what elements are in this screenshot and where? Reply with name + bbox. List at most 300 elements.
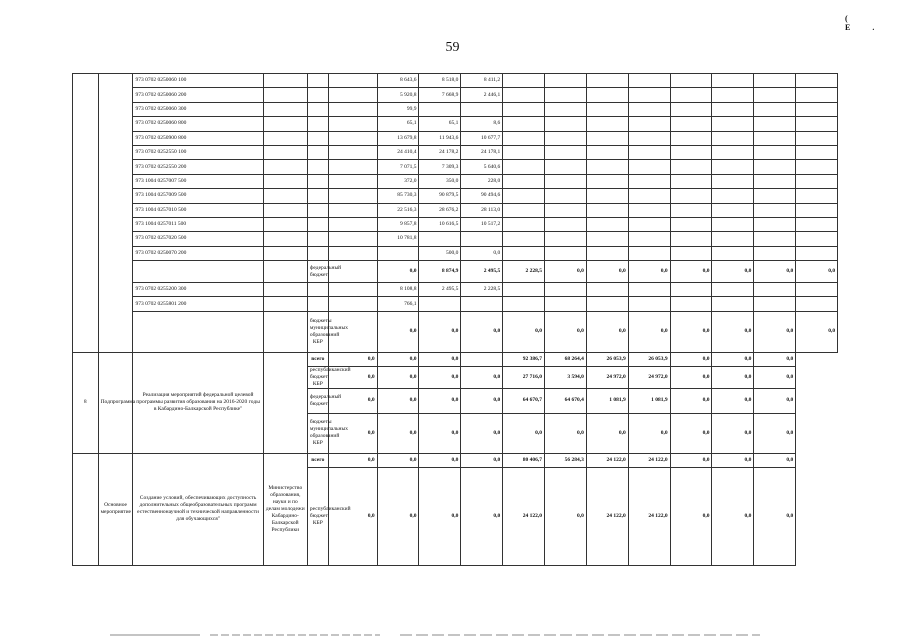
table-cell [545, 174, 587, 188]
table-cell [307, 102, 328, 116]
value-cell [419, 102, 461, 116]
value-cell: 68 264,4 [545, 352, 587, 366]
table-cell [328, 232, 377, 246]
table-cell [545, 88, 587, 102]
value-cell: 1 081,9 [586, 388, 628, 413]
table-cell [754, 117, 796, 131]
table-cell [263, 352, 307, 453]
value-cell: 0,0 [461, 311, 503, 352]
value-cell: 8 411,2 [461, 74, 503, 88]
value-cell: 0,0 [377, 352, 419, 366]
table-cell [628, 74, 670, 88]
value-cell: 26 053,9 [586, 352, 628, 366]
value-cell: 0,0 [328, 413, 377, 453]
value-cell: 64 670,4 [545, 388, 587, 413]
table-cell [628, 117, 670, 131]
table-cell [133, 311, 263, 352]
table-cell [586, 297, 628, 311]
value-cell: 10 677,7 [461, 131, 503, 145]
value-cell: 0,0 [377, 311, 419, 352]
table-cell [307, 145, 328, 159]
table-cell [328, 189, 377, 203]
funding-source: республиканский бюджет КБР [307, 467, 328, 565]
funding-source: республиканский бюджет КБР [307, 366, 328, 388]
table-cell [628, 88, 670, 102]
table-cell [545, 283, 587, 297]
value-cell: 0,0 [628, 413, 670, 453]
table-cell [670, 131, 712, 145]
value-cell: 28 113,0 [461, 203, 503, 217]
value-cell: 0,0 [670, 388, 712, 413]
table-cell [503, 189, 545, 203]
table-cell [754, 297, 796, 311]
table-cell [712, 174, 754, 188]
table-cell [545, 203, 587, 217]
value-cell: 0,0 [545, 467, 587, 565]
table-cell [263, 232, 307, 246]
table-cell [307, 74, 328, 88]
table-cell [263, 203, 307, 217]
table-cell [545, 246, 587, 260]
table-cell [712, 74, 754, 88]
funding-source: федеральный бюджет [307, 388, 328, 413]
table-cell [670, 117, 712, 131]
table-cell [670, 232, 712, 246]
value-cell: 8,6 [461, 117, 503, 131]
table-cell [796, 174, 838, 188]
value-cell: 0,0 [461, 246, 503, 260]
table-cell [73, 453, 99, 565]
value-cell: 0,0 [586, 311, 628, 352]
table-cell [586, 217, 628, 231]
value-cell: 0,0 [328, 388, 377, 413]
value-cell: 28 676,2 [419, 203, 461, 217]
table-cell [670, 74, 712, 88]
value-cell: 0,0 [712, 467, 754, 565]
table-cell [503, 117, 545, 131]
table-cell [503, 232, 545, 246]
table-cell [754, 88, 796, 102]
table-cell [503, 131, 545, 145]
value-cell: 0,0 [796, 311, 838, 352]
budget-code: 973 0702 0255801 200 [133, 297, 263, 311]
table-cell [545, 74, 587, 88]
table-cell [754, 217, 796, 231]
table-cell [503, 297, 545, 311]
table-cell [586, 232, 628, 246]
table-cell [263, 88, 307, 102]
table-cell [545, 145, 587, 159]
table-row [73, 283, 880, 297]
table-row [73, 88, 880, 102]
table-cell [328, 145, 377, 159]
table-cell [670, 160, 712, 174]
table-cell [712, 131, 754, 145]
value-cell: 0,0 [461, 467, 503, 565]
table-cell [796, 232, 838, 246]
table-row [73, 311, 880, 352]
budget-code: 973 1004 0257011 500 [133, 217, 263, 231]
table-cell [263, 297, 307, 311]
value-cell: 0,0 [377, 366, 419, 388]
table-cell [670, 145, 712, 159]
value-cell: 7 668,9 [419, 88, 461, 102]
value-cell: 0,0 [419, 388, 461, 413]
corner-marks: ( E. [845, 14, 897, 32]
table-cell [586, 131, 628, 145]
table-cell [712, 189, 754, 203]
value-cell: 3 594,0 [545, 366, 587, 388]
value-cell: 85 730,3 [377, 189, 419, 203]
table-cell [670, 283, 712, 297]
value-cell [377, 246, 419, 260]
value-cell: 0,0 [754, 388, 796, 413]
table-cell [545, 217, 587, 231]
table-cell [796, 160, 838, 174]
value-cell: 26 053,9 [628, 352, 670, 366]
value-cell: 8 518,0 [419, 74, 461, 88]
value-cell [461, 297, 503, 311]
value-cell: 0,0 [670, 311, 712, 352]
value-cell: 0,0 [461, 366, 503, 388]
table-cell [328, 117, 377, 131]
table-cell [307, 160, 328, 174]
table-cell [754, 203, 796, 217]
table-cell [754, 160, 796, 174]
table-row [73, 189, 880, 203]
value-cell [419, 297, 461, 311]
value-cell: 80 406,7 [503, 453, 545, 467]
value-cell: 0,0 [670, 467, 712, 565]
value-cell: 2 495,5 [419, 283, 461, 297]
table-cell [712, 217, 754, 231]
table-cell [307, 131, 328, 145]
table-cell [628, 297, 670, 311]
table-cell [263, 102, 307, 116]
table-cell [586, 174, 628, 188]
table-cell [545, 102, 587, 116]
value-cell: 9 857,8 [377, 217, 419, 231]
table-cell [796, 74, 838, 88]
value-cell: 2 228,5 [461, 283, 503, 297]
value-cell: 350,0 [419, 174, 461, 188]
table-cell [545, 131, 587, 145]
table-cell [796, 217, 838, 231]
table-cell [328, 74, 377, 88]
federal-budget-label: федеральный бюджет [307, 261, 328, 283]
value-cell: 56 284,3 [545, 453, 587, 467]
table-row [73, 174, 880, 188]
value-cell: 0,0 [628, 261, 670, 283]
value-cell: 2 446,1 [461, 88, 503, 102]
value-cell: 5 640,6 [461, 160, 503, 174]
table-cell [586, 145, 628, 159]
value-cell: 0,0 [328, 352, 377, 366]
table-cell [328, 283, 377, 297]
table-cell [754, 131, 796, 145]
value-cell: 11 943,6 [419, 131, 461, 145]
value-cell: 24 122,0 [628, 467, 670, 565]
table-cell [328, 102, 377, 116]
value-cell: 24 972,0 [628, 366, 670, 388]
value-cell: 65,1 [377, 117, 419, 131]
value-cell: 0,0 [712, 388, 754, 413]
value-cell: 22 516,3 [377, 203, 419, 217]
value-cell: 0,0 [754, 467, 796, 565]
value-cell: 10 517,2 [461, 217, 503, 231]
table-cell [628, 174, 670, 188]
table-cell [586, 283, 628, 297]
value-cell: 0,0 [545, 413, 587, 453]
table-cell [712, 102, 754, 116]
budget-table [72, 73, 880, 566]
table-cell [754, 232, 796, 246]
value-cell: 0,0 [754, 366, 796, 388]
table-cell [754, 283, 796, 297]
value-cell [461, 352, 503, 366]
table-cell [545, 232, 587, 246]
value-cell: 0,0 [796, 261, 838, 283]
value-cell: 0,0 [712, 413, 754, 453]
table-cell [628, 232, 670, 246]
table-cell [670, 297, 712, 311]
table-cell [503, 74, 545, 88]
value-cell: 0,0 [328, 366, 377, 388]
table-cell [263, 174, 307, 188]
value-cell: 0,0 [377, 453, 419, 467]
table-cell [754, 246, 796, 260]
table-cell [263, 131, 307, 145]
table-cell [628, 189, 670, 203]
value-cell: 766,1 [377, 297, 419, 311]
table-cell [754, 74, 796, 88]
value-cell: 372,0 [377, 174, 419, 188]
table-cell [307, 232, 328, 246]
table-cell [545, 160, 587, 174]
budget-code: 973 1004 0257007 500 [133, 174, 263, 188]
table-cell [328, 261, 377, 283]
value-cell: 2 228,5 [503, 261, 545, 283]
table-cell [796, 117, 838, 131]
table-cell [586, 189, 628, 203]
table-cell [328, 217, 377, 231]
table-cell [263, 246, 307, 260]
value-cell: 8 108,8 [377, 283, 419, 297]
value-cell: 65,1 [419, 117, 461, 131]
budget-code: 973 1004 0257010 500 [133, 203, 263, 217]
table-cell [586, 203, 628, 217]
subprogram-type: Подпрограмма [98, 352, 133, 453]
value-cell: 24 410,4 [377, 145, 419, 159]
table-cell [307, 203, 328, 217]
value-cell: 0,0 [586, 261, 628, 283]
table-cell [670, 88, 712, 102]
table-cell [670, 189, 712, 203]
budget-code: 973 0702 0250900 800 [133, 131, 263, 145]
value-cell: 228,0 [461, 174, 503, 188]
value-cell: 0,0 [377, 388, 419, 413]
table-cell [670, 102, 712, 116]
table-row [73, 232, 880, 246]
value-cell: 0,0 [328, 467, 377, 565]
table-cell [586, 117, 628, 131]
value-cell: 27 716,0 [503, 366, 545, 388]
table-cell [503, 102, 545, 116]
value-cell: 0,0 [670, 261, 712, 283]
value-cell: 90 879,5 [419, 189, 461, 203]
value-cell: 1 081,9 [628, 388, 670, 413]
value-cell: 0,0 [586, 413, 628, 453]
value-cell: 24 178,1 [461, 145, 503, 159]
value-cell: 0,0 [328, 453, 377, 467]
table-cell [503, 145, 545, 159]
budget-code: 973 0702 0250060 200 [133, 88, 263, 102]
value-cell: 0,0 [754, 261, 796, 283]
table-cell [712, 117, 754, 131]
table-cell [307, 246, 328, 260]
table-cell [586, 88, 628, 102]
table-row [73, 117, 880, 131]
table-cell [263, 74, 307, 88]
table-cell [712, 145, 754, 159]
budget-code: 973 0702 0252550 100 [133, 145, 263, 159]
value-cell: 0,0 [419, 467, 461, 565]
table-cell [586, 74, 628, 88]
funding-source: бюджеты муниципальных образований КБР [307, 413, 328, 453]
table-cell [307, 174, 328, 188]
table-cell [328, 246, 377, 260]
table-cell [503, 203, 545, 217]
table-row [73, 453, 880, 467]
table-cell [307, 217, 328, 231]
table-cell [328, 297, 377, 311]
table-cell [503, 160, 545, 174]
table-cell [754, 189, 796, 203]
subprogram-number: 8 [73, 352, 99, 453]
table-cell [307, 297, 328, 311]
table-cell [328, 203, 377, 217]
value-cell: 0,0 [628, 311, 670, 352]
table-cell [328, 174, 377, 188]
funding-source: всего [307, 352, 328, 366]
executor: Министерство образования, науки и по делам молодежи Кабардино-Балкарской Республики [263, 453, 307, 565]
value-cell: 0,0 [419, 352, 461, 366]
value-cell: 24 122,0 [628, 453, 670, 467]
value-cell: 24 122,0 [503, 467, 545, 565]
table-cell [712, 203, 754, 217]
table-cell [545, 189, 587, 203]
value-cell: 0,0 [503, 311, 545, 352]
table-cell [328, 160, 377, 174]
table-row [73, 297, 880, 311]
value-cell: 0,0 [419, 366, 461, 388]
value-cell: 0,0 [712, 261, 754, 283]
table-cell [263, 283, 307, 297]
value-cell: 0,0 [712, 352, 754, 366]
table-cell [263, 189, 307, 203]
value-cell: 0,0 [670, 413, 712, 453]
table-cell [545, 117, 587, 131]
funding-source: всего [307, 453, 328, 467]
table-row [73, 74, 880, 88]
value-cell: 0,0 [670, 366, 712, 388]
table-cell [670, 217, 712, 231]
table-cell [796, 145, 838, 159]
table-cell [263, 217, 307, 231]
value-cell: 64 670,7 [503, 388, 545, 413]
value-cell: 0,0 [754, 352, 796, 366]
value-cell: 500,0 [419, 246, 461, 260]
value-cell: 0,0 [503, 413, 545, 453]
budget-code: 973 0702 0255200 300 [133, 283, 263, 297]
table-cell [628, 217, 670, 231]
table-cell [328, 88, 377, 102]
value-cell: 10 616,5 [419, 217, 461, 231]
table-cell [796, 297, 838, 311]
value-cell [461, 102, 503, 116]
value-cell: 99,9 [377, 102, 419, 116]
table-cell [263, 160, 307, 174]
value-cell: 24 122,0 [586, 467, 628, 565]
value-cell: 0,0 [712, 453, 754, 467]
value-cell: 0,0 [461, 453, 503, 467]
event-title: Создание условий, обеспечивающих доступность дополнительных общеобразовательных программ естественнонаучной и технической направленности для обучающихся" [133, 453, 263, 565]
value-cell: 0,0 [377, 413, 419, 453]
table-cell [628, 145, 670, 159]
table-cell [712, 246, 754, 260]
value-cell: 0,0 [419, 453, 461, 467]
table-cell [307, 117, 328, 131]
table-cell [133, 261, 263, 283]
table-row [73, 145, 880, 159]
table-row [73, 160, 880, 174]
bottom-scan-lines [0, 633, 905, 637]
value-cell: 7 071,5 [377, 160, 419, 174]
table-cell [503, 246, 545, 260]
table-cell [263, 261, 307, 283]
num-col [73, 74, 99, 353]
table-cell [796, 88, 838, 102]
table-cell [307, 88, 328, 102]
value-cell: 5 920,8 [377, 88, 419, 102]
table-cell [263, 145, 307, 159]
value-cell [419, 232, 461, 246]
value-cell: 0,0 [461, 388, 503, 413]
table-cell [628, 131, 670, 145]
table-row [73, 352, 880, 366]
value-cell: 13 679,8 [377, 131, 419, 145]
value-cell: 8 643,6 [377, 74, 419, 88]
budget-code: 973 0702 0250070 200 [133, 246, 263, 260]
value-cell: 0,0 [712, 366, 754, 388]
table-cell [796, 131, 838, 145]
table-cell [586, 160, 628, 174]
value-cell: 7 309,3 [419, 160, 461, 174]
page-number: 59 [445, 40, 460, 55]
value-cell: 0,0 [670, 453, 712, 467]
table-cell [586, 246, 628, 260]
value-cell: 0,0 [377, 467, 419, 565]
value-cell: 0,0 [545, 311, 587, 352]
value-cell: 0,0 [754, 453, 796, 467]
table-cell [754, 145, 796, 159]
value-cell: 92 386,7 [503, 352, 545, 366]
value-cell: 24 122,0 [586, 453, 628, 467]
budget-code: 973 0702 0257020 500 [133, 232, 263, 246]
budget-code: 973 0702 0250060 100 [133, 74, 263, 88]
budget-code: 973 1004 0257009 500 [133, 189, 263, 203]
table-cell [712, 297, 754, 311]
